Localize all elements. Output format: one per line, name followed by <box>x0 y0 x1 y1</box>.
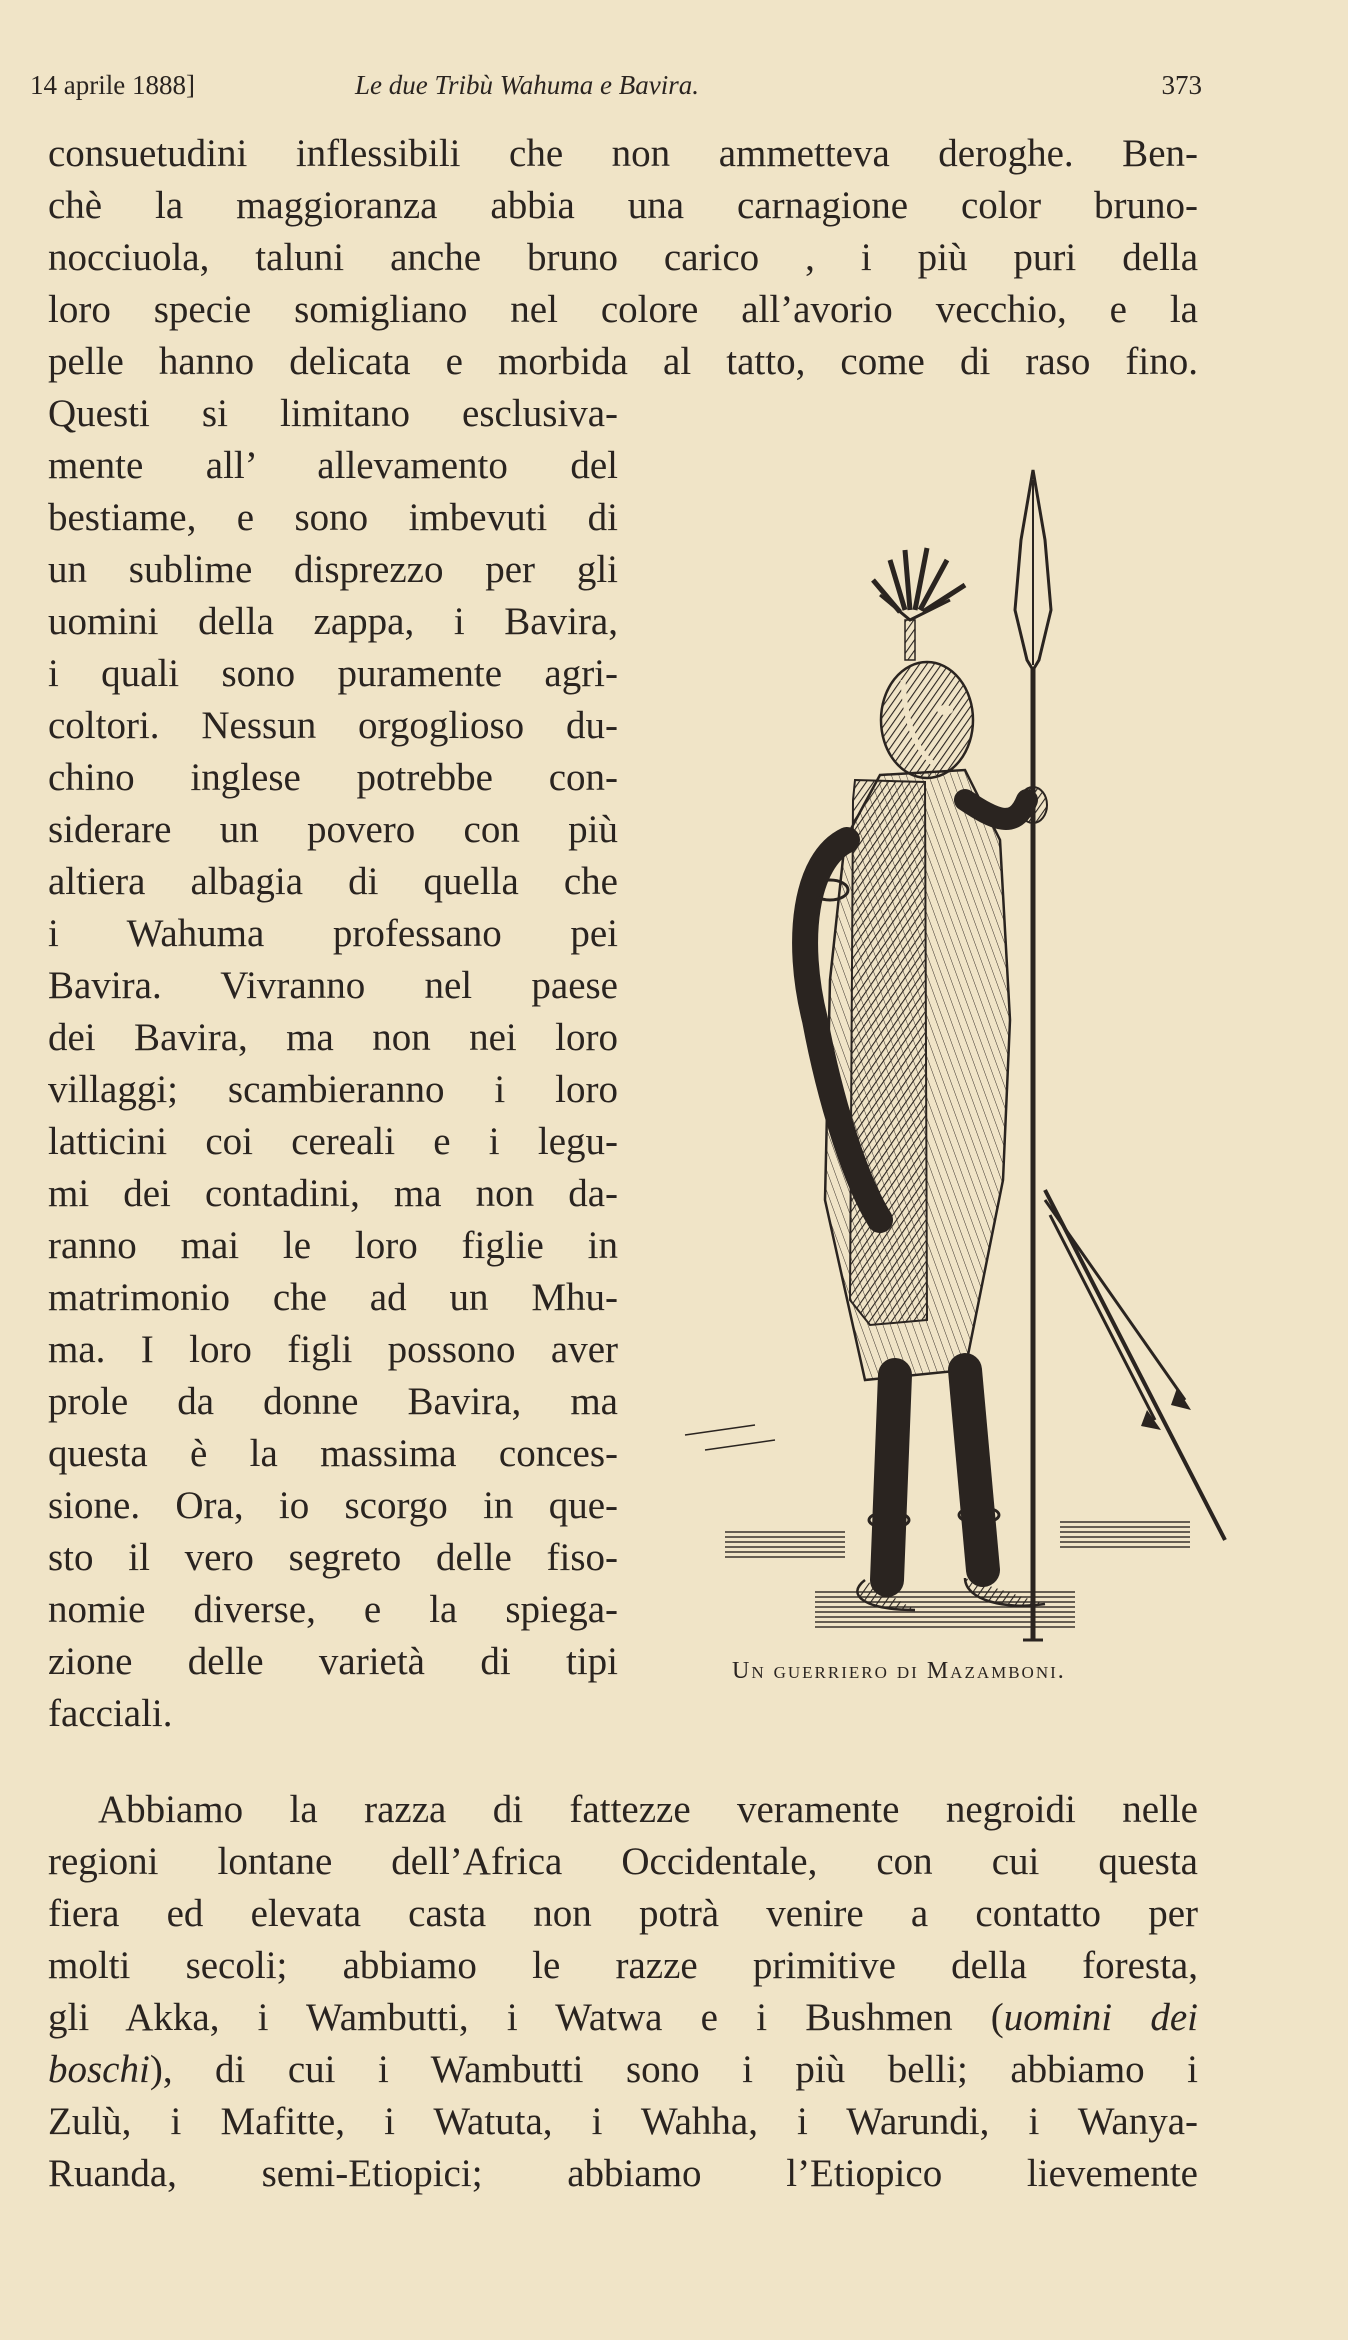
warrior-engraving <box>665 420 1245 1665</box>
text-line: uomini della zappa, i Bavira, <box>48 600 618 643</box>
text-line: chino inglese potrebbe con- <box>48 756 618 799</box>
text-line: villaggi; scambieranno i loro <box>48 1068 618 1111</box>
text-line: zione delle varietà di tipi <box>48 1640 618 1683</box>
text-line: ranno mai le loro figlie in <box>48 1224 618 1267</box>
text-span: gli Akka, i Wambutti, i Watwa e i Bushmen ( <box>48 1996 1004 2039</box>
text-line: nomie diverse, e la spiega- <box>48 1588 618 1631</box>
text-line: siderare un povero con più <box>48 808 618 851</box>
text-line: consuetudini inflessibili che non ammetteva deroghe. Ben- <box>48 132 1198 175</box>
text-line: facciali. <box>48 1692 173 1735</box>
text-line: matrimonio che ad un Mhu- <box>48 1276 618 1319</box>
text-line: Bavira. Vivranno nel paese <box>48 964 618 1007</box>
text-line: coltori. Nessun orgoglioso du- <box>48 704 618 747</box>
ground-hatching <box>685 1425 1190 1630</box>
header-title: Le due Tribù Wahuma e Bavira. <box>355 70 699 100</box>
text-line: molti secoli; abbiamo le razze primitive della foresta, <box>48 1944 1198 1987</box>
text-line: loro specie somigliano nel colore all’avorio vecchio, e la <box>48 288 1198 331</box>
text-line <box>48 1992 1198 2044</box>
text-line: Abbiamo la razza di fattezze veramente negroidi nelle <box>98 1788 1198 1831</box>
text-line: dei Bavira, ma non nei loro <box>48 1016 618 1059</box>
text-line: bestiame, e sono imbevuti di <box>48 496 618 539</box>
text-line: altiera albagia di quella che <box>48 860 618 903</box>
text-line: sto il vero segreto delle fiso- <box>48 1536 618 1579</box>
text-line: un sublime disprezzo per gli <box>48 548 618 591</box>
text-line: nocciuola, taluni anche bruno carico , i più puri della <box>48 236 1198 279</box>
text-line: latticini coi cereali e i legu- <box>48 1120 618 1163</box>
text-line: i Wahuma professano pei <box>48 912 618 955</box>
text-line: pelle hanno delicata e morbida al tatto, come di raso fino. <box>48 340 1198 383</box>
running-header <box>30 62 1202 108</box>
text-line: fiera ed elevata casta non potrà venire a contatto per <box>48 1892 1198 1935</box>
text-line: Zulù, i Mafitte, i Watuta, i Wahha, i Warundi, i Wanya- <box>48 2100 1198 2143</box>
header-date: 14 aprile 1888] <box>30 70 195 100</box>
page-number: 373 <box>1161 70 1202 100</box>
text-line: ma. I loro figli possono aver <box>48 1328 618 1371</box>
text-line: Ruanda, semi-Etiopici; abbiamo l’Etiopico lievemente <box>48 2152 1198 2195</box>
text-line: chè la maggioranza abbia una carnagione color bruno- <box>48 184 1198 227</box>
text-line: i quali sono puramente agri- <box>48 652 618 695</box>
bow-and-arrows <box>1045 1190 1225 1540</box>
italic-span: boschi <box>48 2048 150 2091</box>
text-line: regioni lontane dell’Africa Occidentale, con cui questa <box>48 1840 1198 1883</box>
figure-caption: Un guerriero di Mazamboni. <box>732 1658 1066 1684</box>
feather-headdress <box>873 548 965 660</box>
spear <box>1015 470 1051 1640</box>
text-line: prole da donne Bavira, ma <box>48 1380 618 1423</box>
warrior-illustration <box>665 420 1245 1665</box>
text-line: mi dei contadini, ma non da- <box>48 1172 618 1215</box>
text-line: questa è la massima conces- <box>48 1432 618 1475</box>
italic-span: uomini dei <box>1003 1996 1198 2039</box>
text-span: ), di cui i Wambutti sono i più belli; abbiamo i <box>149 2048 1198 2091</box>
text-line: Questi si limitano esclusiva- <box>48 392 618 435</box>
text-line: sione. Ora, io scorgo in que- <box>48 1484 618 1527</box>
text-line <box>48 2044 1198 2096</box>
text-line: mente all’ allevamento del <box>48 444 618 487</box>
